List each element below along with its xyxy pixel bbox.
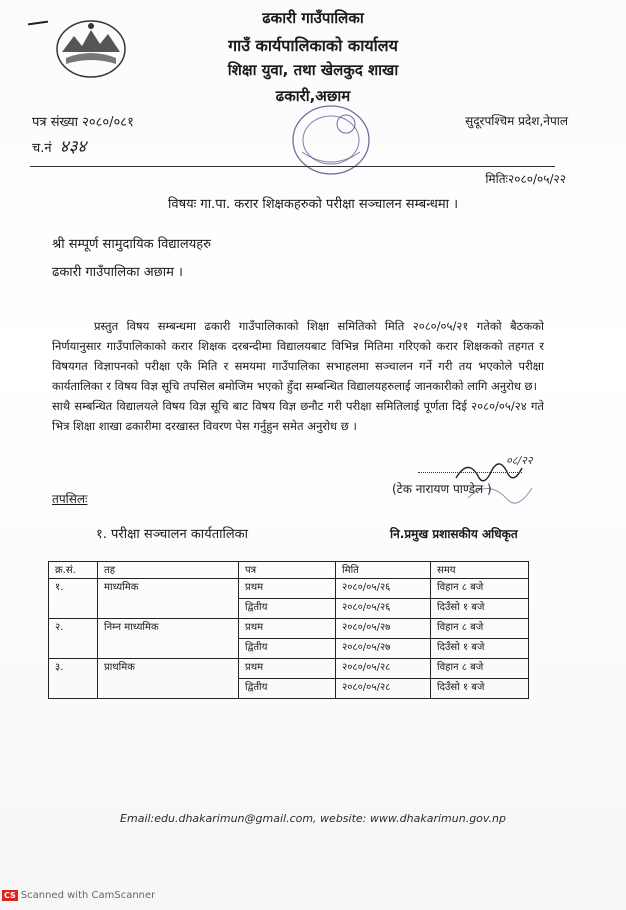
scanner-text: Scanned with CamScanner bbox=[20, 890, 156, 901]
office-name: गाउँ कार्यपालिकाको कार्यालय bbox=[228, 36, 398, 55]
contact-footer: Email:edu.dhakarimun@gmail.com, website: www.dhakarimun.gov.np bbox=[120, 812, 506, 825]
tapsil-label: तपसिलः bbox=[52, 492, 88, 506]
signature-handwritten-date: ०८/२२ bbox=[506, 454, 533, 467]
cell-serial: २. bbox=[49, 619, 98, 659]
addressee-line-1: श्री सम्पूर्ण सामुदायिक विद्यालयहरु bbox=[52, 237, 211, 252]
exam-schedule-table bbox=[48, 561, 529, 699]
camscanner-icon: CS bbox=[4, 891, 16, 900]
addressee-line-2: ढकारी गाउँपालिका अछाम । bbox=[52, 265, 183, 280]
office-stamp-seal bbox=[288, 102, 374, 180]
cell-time: विहान ८ बजे bbox=[431, 579, 529, 599]
cell-paper: द्वितीय bbox=[239, 679, 336, 699]
office-location: ढकारी,अछाम bbox=[275, 87, 351, 105]
letter-date: मितिः२०८०/०५/२२ bbox=[485, 172, 566, 186]
letter-body bbox=[52, 316, 544, 436]
cell-paper: प्रथम bbox=[239, 579, 336, 599]
cell-serial: १. bbox=[49, 579, 98, 619]
scanner-watermark bbox=[2, 890, 155, 901]
cell-date: २०८०/०५/२६ bbox=[336, 599, 431, 619]
cell-time: दिउँसो १ बजे bbox=[431, 639, 529, 659]
cell-date: २०८०/०५/२७ bbox=[336, 619, 431, 639]
header-date: मिति bbox=[336, 562, 431, 579]
cell-time: दिउँसो १ बजे bbox=[431, 599, 529, 619]
schedule-title: १. परीक्षा सञ्चालन कार्यतालिका bbox=[96, 527, 249, 542]
signatory-name: (टेक नारायण पाण्डेल ) bbox=[392, 482, 492, 496]
cell-date: २०८०/०५/२८ bbox=[336, 659, 431, 679]
table-row bbox=[49, 659, 529, 679]
cell-date: २०८०/०५/२७ bbox=[336, 639, 431, 659]
letter-reference-number: पत्र संख्या २०८०/०८१ bbox=[32, 115, 134, 130]
cell-paper: प्रथम bbox=[239, 659, 336, 679]
body-paragraph-1: प्रस्तुत विषय सम्बन्धमा ढकारी गाउँपालिकाको शिक्षा समितिको मिति २०८०/०५/२१ गतेको बैठकको निर्णयानुसार गाउँपालिकाको करार शिक्षक दरबन्दीमा विद्यालयबाट विभिन्न मितिमा गरिएको करार शिक्षकको तहगत र विषयगत विज्ञापनको परीक्षा एकै मिति र समयमा गाउँपालिका सभाहलमा सञ्चालन गर्ने गरी तय भएकोले परीक्षा कार्यतालिका र विषय विज्ञ सूचि तपसिल बमोजिम भएको हुँदा सम्बन्धित विद्यालयहरुलाई जानकारीको लागि अनुरोध छ। bbox=[52, 319, 544, 393]
header-divider bbox=[30, 166, 555, 167]
body-paragraph-2: साथै सम्बन्धित विद्यालयले विषय विज्ञ सूचि बाट विषय विज्ञ छनौट गरी परीक्षा समितिलाई पूर्णता दिई २०८०/०५/२४ गते भित्र शिक्षा शाखा ढकारीमा दरखास्त विवरण पेस गर्नुहुन समेत अनुरोध छ । bbox=[52, 399, 544, 433]
header-paper: पत्र bbox=[239, 562, 336, 579]
cell-time: दिउँसो १ बजे bbox=[431, 679, 529, 699]
table-header-row bbox=[49, 562, 529, 579]
cell-time: विहान ८ बजे bbox=[431, 659, 529, 679]
cell-time: विहान ८ बजे bbox=[431, 619, 529, 639]
cell-date: २०८०/०५/२६ bbox=[336, 579, 431, 599]
municipality-name: ढकारी गाउँपालिका bbox=[262, 9, 364, 27]
cell-date: २०८०/०५/२८ bbox=[336, 679, 431, 699]
dispatch-number bbox=[32, 134, 86, 157]
section-name: शिक्षा युवा, तथा खेलकुद शाखा bbox=[227, 61, 399, 79]
header-serial: क्र.सं. bbox=[49, 562, 98, 579]
cell-paper: द्वितीय bbox=[239, 599, 336, 619]
signatory-title: नि.प्रमुख प्रशासकीय अधिकृत bbox=[390, 527, 518, 541]
cell-level: निम्न माध्यमिक bbox=[98, 619, 239, 659]
header-time: समय bbox=[431, 562, 529, 579]
cell-serial: ३. bbox=[49, 659, 98, 699]
cell-level: माध्यमिक bbox=[98, 579, 239, 619]
cell-paper: द्वितीय bbox=[239, 639, 336, 659]
cell-level: प्राथमिक bbox=[98, 659, 239, 699]
cell-paper: प्रथम bbox=[239, 619, 336, 639]
letter-subject: विषयः गा.पा. करार शिक्षकहरुको परीक्षा सञ्चालन सम्बन्धमा । bbox=[167, 197, 459, 212]
province-label: सुदूरपश्चिम प्रदेश,नेपाल bbox=[465, 114, 568, 128]
dispatch-label: च.नं bbox=[32, 141, 52, 156]
dispatch-number-value: ४३४ bbox=[59, 137, 87, 157]
signature-line bbox=[418, 472, 522, 473]
header-level: तह bbox=[98, 562, 239, 579]
table-row bbox=[49, 579, 529, 599]
table-row bbox=[49, 619, 529, 639]
